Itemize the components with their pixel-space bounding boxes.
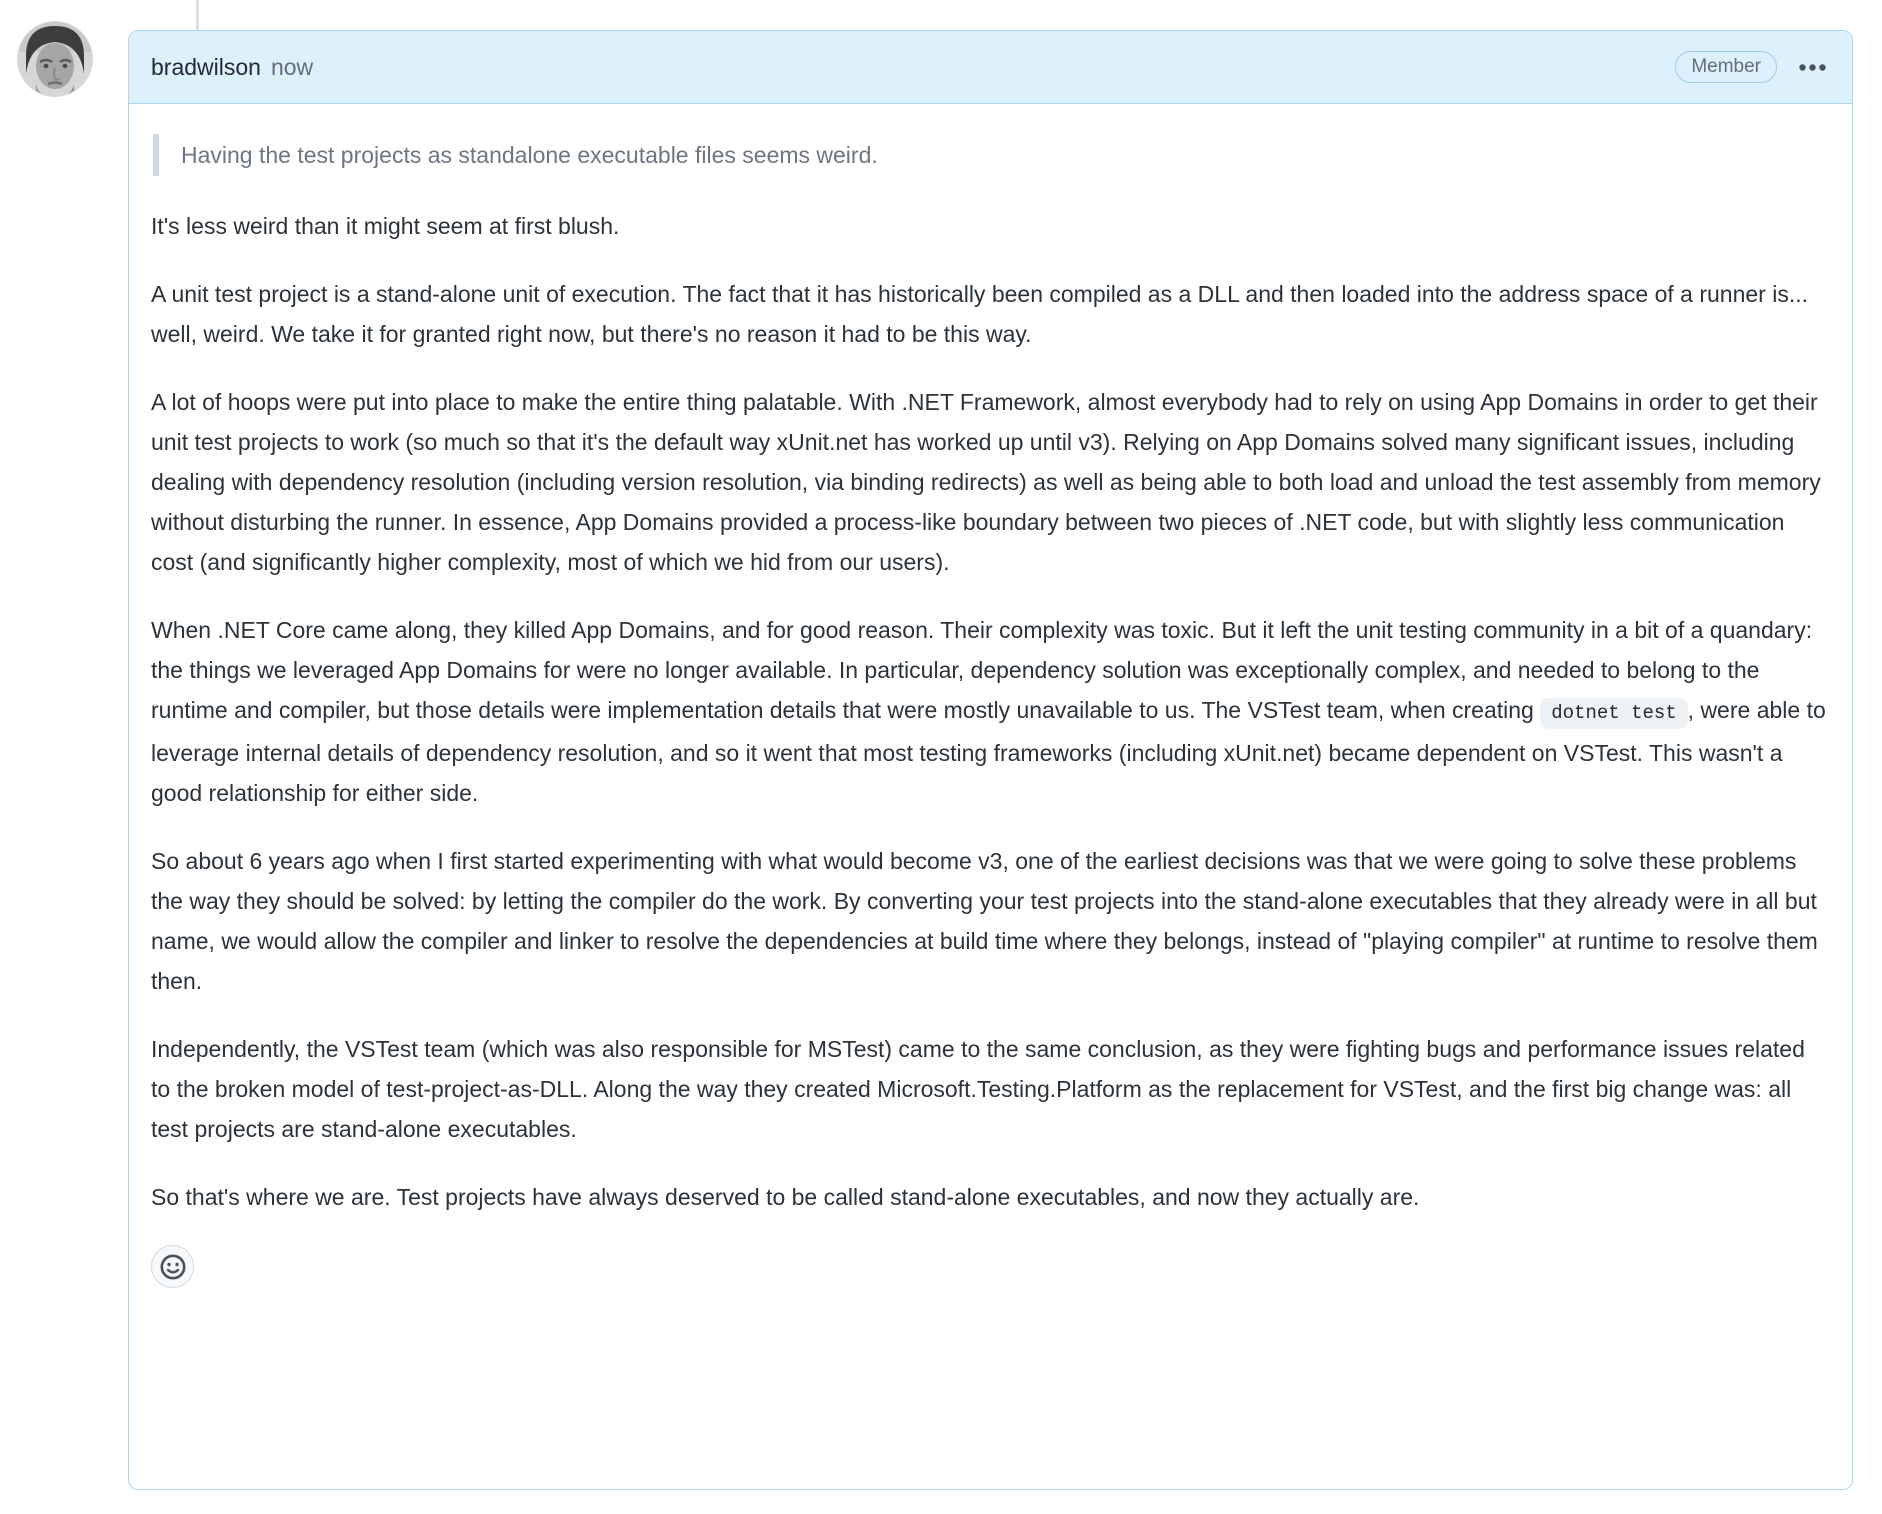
- avatar[interactable]: [18, 22, 92, 96]
- comment-body: [129, 104, 1852, 1489]
- quote-paragraph: Having the test projects as standalone executable files seems weird.: [181, 142, 878, 168]
- user-avatar-photo: [18, 22, 92, 96]
- paragraph-6: Independently, the VSTest team (which was also responsible for MSTest) came to the same conclusion, as they were fighting bugs and performance issues related to the broken model of test-project-as-DLL. Along the way they created Microsoft.Testing.Platform as the replacement for VSTest, and the first big change was: all test projects are stand-alone executables.: [151, 1036, 1805, 1142]
- paragraph-3: A lot of hoops were put into place to make the entire thing palatable. With .NET Framework, almost everybody had to rely on using App Domains in order to get their unit test projects to work (so much so that it's the default way xUnit.net has worked up until v3). Relying on App Domains solved many significant issues, including dealing with dependency resolution (including version resolution, via binding redirects) as well as being able to both load and unload the test assembly from memory without disturbing the runner. In essence, App Domains provided a process-like boundary between two pieces of .NET code, but with slightly less communication cost (and significantly higher complexity, most of which we hid from our users).: [151, 389, 1821, 575]
- paragraph-4: [151, 610, 1828, 813]
- paragraph-4-text-after: , were able to leverage internal details of dependency resolution, and so it went that most testing frameworks (including xUnit.net) became dependent on VSTest. This wasn't a good relationship for either side.: [151, 697, 1826, 806]
- paragraph-2: A unit test project is a stand-alone unit of execution. The fact that it has historically been compiled as a DLL and then loaded into the address space of a runner is... well, weird. We take it for granted right now, but there's no reason it had to be this way.: [151, 281, 1808, 347]
- kebab-menu-button[interactable]: [1797, 58, 1828, 77]
- inline-code-dotnet-test: dotnet test: [1540, 698, 1687, 729]
- paragraph-4-text-before: When .NET Core came along, they killed App Domains, and for good reason. Their complexity was toxic. But it left the unit testing community in a bit of a quandary: the things we leveraged App Domains for were no longer available. In particular, dependency solution was exceptionally complex, and needed to belong to the runtime and compiler, but those details were implementation details that were mostly unavailable to us. The VSTest team, when creating: [151, 617, 1813, 723]
- paragraph-7: So that's where we are. Test projects have always deserved to be called stand-alone executables, and now they actually are.: [151, 1184, 1420, 1210]
- add-reaction-button[interactable]: [151, 1245, 194, 1288]
- thread-line: [196, 0, 199, 32]
- member-badge: Member: [1675, 51, 1777, 83]
- quoted-text: [153, 134, 1828, 176]
- author-link[interactable]: bradwilson: [151, 53, 261, 80]
- smiley-face-icon: [160, 1254, 186, 1280]
- paragraph-5: So about 6 years ago when I first started experimenting with what would become v3, one of the earliest decisions was that we were going to solve these problems the way they should be solved: by letting the compiler do the work. By converting your test projects into the stand-alone executables that they already were in all but name, we would allow the compiler and linker to resolve the dependencies at build time where they belongs, instead of "playing compiler" at runtime to resolve them then.: [151, 848, 1818, 994]
- paragraph-1: It's less weird than it might seem at first blush.: [151, 213, 620, 239]
- timestamp-link[interactable]: now: [270, 53, 314, 80]
- kebab-menu-icon: [1799, 64, 1826, 71]
- comment-header: [129, 31, 1852, 104]
- comment-box: [128, 30, 1853, 1490]
